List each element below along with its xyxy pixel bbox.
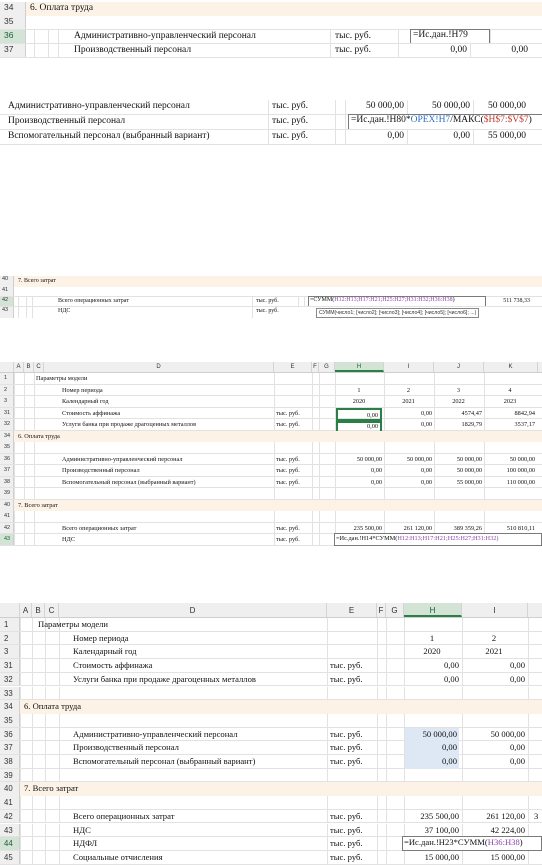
- row-label[interactable]: Стоимость аффинажа: [73, 660, 153, 671]
- formula-refs: H12:H13;H17:H21;H25:H27;H31:H32;H36:H38: [334, 297, 453, 303]
- row-label[interactable]: Параметры модели: [38, 619, 109, 629]
- value-cell[interactable]: 389 359,26: [453, 524, 482, 532]
- unit-label: тыс. руб.: [276, 421, 300, 428]
- formula-refs: H12:H13;H17:H21;H25:H27;H31:H32): [397, 535, 499, 542]
- row-40: [0, 782, 542, 796]
- editing-cell-formula[interactable]: [334, 533, 542, 546]
- section-title: 7. Всего затрат: [18, 278, 56, 284]
- row-label[interactable]: Календарный год: [62, 398, 109, 405]
- period-header-cell[interactable]: 2: [491, 632, 497, 643]
- row-number[interactable]: 33: [0, 687, 20, 701]
- row-44: [0, 837, 542, 851]
- row-prod: [0, 115, 542, 130]
- period-header-cell[interactable]: 3: [456, 386, 461, 394]
- unit-label: тыс. руб.: [276, 467, 300, 474]
- unit-label: тыс. руб.: [272, 101, 308, 111]
- row-label[interactable]: Номер периода: [62, 386, 103, 394]
- row-36: [0, 30, 542, 44]
- row-2: [0, 632, 542, 646]
- editing-cell-formula[interactable]: [402, 836, 542, 851]
- value-cell[interactable]: 0,00: [509, 742, 525, 753]
- row-number: 41: [0, 287, 14, 297]
- value-cell[interactable]: 42 224,00: [490, 824, 525, 835]
- section-title[interactable]: 7. Всего затрат: [18, 501, 58, 509]
- period-header-cell[interactable]: 4: [508, 386, 512, 394]
- row-label[interactable]: Всего операционных затрат: [58, 298, 129, 304]
- row-2: [0, 385, 542, 397]
- value-cell[interactable]: 55 000,00: [456, 478, 482, 486]
- row-1: [0, 618, 542, 632]
- row-3: [0, 645, 542, 659]
- col-header-I[interactable]: I: [462, 603, 528, 617]
- formula-refs: H36:H38: [487, 837, 520, 848]
- col-header-J[interactable]: J: [434, 362, 484, 372]
- unit-label: тыс. руб.: [276, 536, 300, 543]
- row-number: 40: [0, 276, 14, 287]
- function-tooltip: СУММ(число1; [число2]; [число3]; [число4]; [число5]; [число6]; ...): [316, 308, 479, 318]
- unit-label: тыс. руб.: [330, 728, 363, 739]
- col-header-A[interactable]: A: [20, 603, 32, 617]
- col-header-H[interactable]: H: [335, 362, 384, 372]
- row-43: [0, 307, 542, 318]
- row-31: [0, 659, 542, 673]
- value-cell[interactable]: 0,00: [450, 45, 467, 55]
- row-number[interactable]: 35: [0, 714, 20, 728]
- row-33: [0, 687, 542, 701]
- row-label[interactable]: Социальные отчисления: [73, 851, 163, 862]
- value-cell[interactable]: 50 000,00: [406, 455, 432, 463]
- col-header-F[interactable]: F: [377, 603, 386, 617]
- row-32: [0, 673, 542, 687]
- period-header-cell[interactable]: 2: [406, 386, 411, 394]
- row-label[interactable]: Административно-управленческий персонал: [62, 455, 183, 463]
- row-1: [0, 373, 542, 385]
- formula-func: /МАКС(: [450, 115, 484, 125]
- period-header-cell[interactable]: 2022: [452, 398, 465, 405]
- period-header-cell[interactable]: 1: [357, 386, 361, 394]
- row-number[interactable]: 43: [0, 534, 14, 546]
- row-label[interactable]: Стоимость аффинажа: [62, 409, 121, 417]
- row-label[interactable]: Вспомогательный персонал (выбранный вариант): [62, 478, 196, 486]
- value-cell[interactable]: 50 000,00: [488, 101, 526, 111]
- row-number: 36: [0, 30, 26, 44]
- formula-ref: ОРЕХ!H7: [410, 115, 451, 125]
- value-cell[interactable]: 50 000,00: [405, 728, 459, 742]
- unit-label: тыс. руб.: [276, 524, 300, 532]
- row-37: [0, 741, 542, 755]
- col-header-E[interactable]: E: [327, 603, 377, 617]
- value-cell[interactable]: 15 000,00: [424, 851, 459, 862]
- unit-label: тыс. руб.: [330, 851, 363, 862]
- value-cell[interactable]: 0,00: [405, 741, 459, 755]
- row-label[interactable]: Административно-управленческий персонал: [74, 31, 256, 41]
- row-number[interactable]: 31: [0, 408, 14, 420]
- row-36: [0, 728, 542, 742]
- row-aux: [0, 130, 542, 145]
- row-number[interactable]: 3: [0, 645, 20, 659]
- row-number[interactable]: 3: [0, 396, 14, 408]
- row-label[interactable]: Производственный персонал: [74, 45, 192, 55]
- value-cell[interactable]: 37 100,00: [424, 824, 459, 835]
- row-label[interactable]: Услуги банка при продаже драгоценных металлов: [62, 421, 197, 428]
- row-32: [0, 419, 542, 431]
- row-40: [0, 276, 542, 287]
- value-cell[interactable]: 3537,17: [514, 421, 535, 428]
- row-35: [0, 442, 542, 454]
- row-label[interactable]: Параметры модели: [36, 375, 88, 382]
- column-header-row: [0, 362, 542, 373]
- row-number[interactable]: 41: [0, 796, 20, 810]
- row-3: [0, 396, 542, 408]
- row-number[interactable]: 39: [0, 769, 20, 783]
- unit-label: тыс. руб.: [276, 409, 300, 417]
- row-number[interactable]: 39: [0, 488, 14, 500]
- row-39: [0, 488, 542, 500]
- col-header-D[interactable]: D: [44, 362, 274, 372]
- row-number: 34: [0, 2, 26, 16]
- value-cell[interactable]: 100 000,00: [506, 467, 535, 474]
- value-cell[interactable]: 50 000,00: [456, 467, 482, 474]
- value-cell[interactable]: 0,00: [511, 45, 528, 55]
- value-cell[interactable]: 0,00: [370, 478, 382, 486]
- formula-prefix: =Ис.дан.!Н14*СУММ(: [336, 535, 398, 542]
- value-cell[interactable]: 0,00: [443, 673, 459, 684]
- row-number[interactable]: 1: [0, 373, 14, 385]
- period-header-cell[interactable]: 2021: [485, 646, 503, 657]
- row-37: [0, 465, 542, 477]
- section-title[interactable]: 6. Оплата труда: [24, 701, 82, 712]
- row-number[interactable]: 36: [0, 454, 14, 466]
- col-header-B[interactable]: B: [32, 603, 45, 617]
- panel-4: [0, 362, 542, 556]
- col-header-F[interactable]: F: [312, 362, 319, 372]
- column-header-row: [0, 603, 542, 618]
- formula-prefix: =Ис.дан.!H80*: [351, 115, 411, 125]
- row-number[interactable]: 45: [0, 851, 20, 865]
- unit-label: тыс. руб.: [330, 742, 363, 753]
- col-header-G[interactable]: G: [386, 603, 404, 617]
- unit-label: тыс. руб.: [256, 308, 279, 314]
- row-number[interactable]: 31: [0, 659, 20, 673]
- row-number[interactable]: 43: [0, 824, 20, 838]
- unit-label: тыс. руб.: [330, 756, 363, 766]
- value-cell[interactable]: 0,00: [336, 419, 382, 435]
- row-38: [0, 477, 542, 489]
- unit-label: тыс. руб.: [276, 478, 300, 486]
- row-number[interactable]: 34: [0, 700, 20, 714]
- period-header-cell[interactable]: 2020: [352, 398, 366, 405]
- period-header-cell[interactable]: 2023: [503, 398, 517, 405]
- row-label[interactable]: Производственный персонал: [8, 116, 126, 126]
- value-cell-partial[interactable]: 3: [534, 810, 539, 821]
- value-cell[interactable]: 0,00: [387, 131, 404, 141]
- value-cell[interactable]: 261 120,00: [486, 810, 525, 821]
- row-34: [0, 2, 542, 16]
- value-cell[interactable]: 0,00: [420, 421, 432, 428]
- row-40: [0, 500, 542, 512]
- panel-5: [0, 603, 542, 865]
- editing-cell-formula[interactable]: =Ис.дан.!H79: [410, 29, 490, 44]
- value-cell[interactable]: 0,00: [420, 467, 432, 474]
- col-header-A[interactable]: A: [14, 362, 24, 372]
- period-header-cell[interactable]: 2020: [423, 646, 441, 657]
- row-label[interactable]: Производственный персонал: [73, 742, 179, 753]
- panel-3: [0, 276, 542, 320]
- value-cell[interactable]: 50 000,00: [432, 101, 470, 111]
- value-cell[interactable]: 0,00: [443, 660, 459, 671]
- row-number: 35: [0, 16, 26, 30]
- panel-1: [0, 0, 542, 58]
- row-label[interactable]: НДС: [62, 536, 76, 543]
- row-38: [0, 755, 542, 769]
- row-label[interactable]: НДС: [58, 308, 71, 314]
- value-cell[interactable]: 1829,79: [461, 421, 482, 428]
- unit-label: тыс. руб.: [272, 116, 308, 126]
- row-42: [0, 297, 542, 307]
- col-header-C[interactable]: C: [45, 603, 59, 617]
- col-header-H[interactable]: H: [404, 603, 462, 617]
- row-number[interactable]: 38: [0, 755, 20, 769]
- row-number[interactable]: 41: [0, 511, 14, 523]
- value-cell[interactable]: 235 500,00: [420, 810, 459, 821]
- row-number[interactable]: 35: [0, 442, 14, 454]
- row-number: 43: [0, 307, 14, 318]
- formula-prefix: =Ис.дан.!Н23*СУММ(: [404, 837, 488, 848]
- value-cell[interactable]: 110 000,00: [506, 478, 535, 486]
- row-number[interactable]: 1: [0, 618, 20, 632]
- row-label[interactable]: НДС: [73, 824, 91, 835]
- unit-label: тыс. руб.: [256, 298, 279, 304]
- panel-2: [0, 100, 542, 146]
- row-label[interactable]: Номер периода: [73, 632, 129, 643]
- row-number[interactable]: 42: [0, 810, 20, 824]
- row-41: [0, 511, 542, 523]
- value-cell[interactable]: 4574,47: [461, 409, 482, 417]
- row-label[interactable]: Производственный персонал: [62, 467, 140, 474]
- value-cell[interactable]: 50 000,00: [509, 455, 535, 463]
- row-label[interactable]: Всего операционных затрат: [73, 810, 175, 821]
- unit-label: тыс. руб.: [335, 31, 371, 41]
- value-cell[interactable]: 15 000,00: [490, 851, 525, 862]
- value-cell[interactable]: 261 120,00: [403, 524, 432, 532]
- col-header-G[interactable]: G: [319, 362, 335, 372]
- row-label[interactable]: Вспомогательный персонал (выбранный вариант): [73, 756, 256, 766]
- value-cell[interactable]: 0,00: [336, 408, 382, 424]
- row-43: [0, 824, 542, 838]
- col-header-I[interactable]: I: [384, 362, 434, 372]
- section-title[interactable]: 6. Оплата труда: [18, 432, 60, 440]
- value-cell[interactable]: 50 000,00: [356, 455, 382, 463]
- value-cell[interactable]: 0,00: [420, 409, 432, 417]
- row-number[interactable]: 42: [0, 523, 14, 535]
- row-number[interactable]: 40: [0, 500, 14, 512]
- unit-label: тыс. руб.: [276, 455, 300, 463]
- col-header-C[interactable]: C: [34, 362, 44, 372]
- unit-label: тыс. руб.: [272, 131, 308, 141]
- value-cell[interactable]: 0,00: [405, 755, 459, 769]
- row-34: [0, 431, 542, 443]
- value-cell[interactable]: 0,00: [509, 673, 525, 684]
- row-label[interactable]: Календарный год: [73, 646, 137, 657]
- formula-end: ): [528, 115, 532, 125]
- unit-label: тыс. руб.: [330, 810, 363, 821]
- row-35: [0, 16, 542, 30]
- value-cell[interactable]: 0,00: [420, 478, 432, 486]
- formula-end: ): [519, 837, 523, 848]
- row-label[interactable]: Услуги банка при продаже драгоценных металлов: [73, 673, 256, 684]
- unit-label: тыс. руб.: [330, 838, 363, 849]
- row-number[interactable]: 44: [0, 837, 20, 851]
- section-title[interactable]: 7. Всего затрат: [24, 783, 79, 794]
- row-34: [0, 700, 542, 714]
- row-number[interactable]: 32: [0, 673, 20, 687]
- col-header-B[interactable]: B: [24, 362, 34, 372]
- value-cell[interactable]: 0,00: [453, 131, 470, 141]
- section-title: 6. Оплата труда: [30, 3, 94, 13]
- row-number[interactable]: 34: [0, 431, 14, 443]
- period-header-cell[interactable]: 1: [429, 632, 435, 643]
- value-cell[interactable]: 235 500,00: [353, 524, 382, 532]
- row-45: [0, 851, 542, 865]
- value-cell[interactable]: 50 000,00: [366, 101, 404, 111]
- unit-label: тыс. руб.: [330, 673, 363, 684]
- row-number[interactable]: 36: [0, 728, 20, 742]
- row-39: [0, 769, 542, 783]
- formula-ref: $H$7:$V$7: [483, 115, 529, 125]
- value-cell[interactable]: 0,00: [370, 467, 382, 474]
- formula-prefix: =СУММ(: [310, 297, 335, 303]
- row-label[interactable]: Административно-управленческий персонал: [8, 101, 190, 111]
- value-cell[interactable]: 0,00: [509, 756, 525, 766]
- value-cell[interactable]: 510 810,11: [506, 524, 535, 532]
- row-36: [0, 454, 542, 466]
- col-header-E[interactable]: E: [274, 362, 312, 372]
- row-37: [0, 44, 542, 58]
- row-label[interactable]: Административно-управленческий персонал: [73, 728, 238, 739]
- value-cell[interactable]: 8842,94: [514, 409, 535, 417]
- row-label[interactable]: Всего операционных затрат: [62, 524, 137, 532]
- row-43: [0, 534, 542, 546]
- row-label[interactable]: Вспомогательный персонал (выбранный вариант): [8, 131, 210, 141]
- row-31: [0, 408, 542, 420]
- row-41: [0, 796, 542, 810]
- row-adm: [0, 100, 542, 115]
- unit-label: тыс. руб.: [330, 824, 363, 835]
- row-number: 42: [0, 297, 14, 307]
- row-label[interactable]: НДФЛ: [73, 838, 98, 849]
- value-cell[interactable]: 0,00: [509, 660, 525, 671]
- row-number[interactable]: 37: [0, 465, 14, 477]
- row-number[interactable]: 37: [0, 741, 20, 755]
- period-header-cell[interactable]: 2021: [402, 398, 415, 405]
- col-header-D[interactable]: D: [59, 603, 327, 617]
- value-cell[interactable]: 50 000,00: [456, 455, 482, 463]
- row-number[interactable]: 2: [0, 385, 14, 397]
- col-header-K[interactable]: K: [484, 362, 538, 372]
- row-number[interactable]: 32: [0, 419, 14, 431]
- value-cell[interactable]: 55 000,00: [488, 131, 526, 141]
- row-number[interactable]: 2: [0, 632, 20, 646]
- editing-cell-formula[interactable]: [348, 114, 542, 130]
- unit-label: тыс. руб.: [330, 660, 363, 671]
- value-cell[interactable]: 50 000,00: [490, 728, 525, 739]
- row-number[interactable]: 38: [0, 477, 14, 489]
- value-cell[interactable]: 511 738,33: [503, 298, 530, 304]
- row-number[interactable]: 40: [0, 782, 20, 796]
- row-number: 37: [0, 44, 26, 58]
- unit-label: тыс. руб.: [335, 45, 371, 55]
- row-35: [0, 714, 542, 728]
- row-42: [0, 810, 542, 824]
- formula-end: ): [452, 297, 455, 303]
